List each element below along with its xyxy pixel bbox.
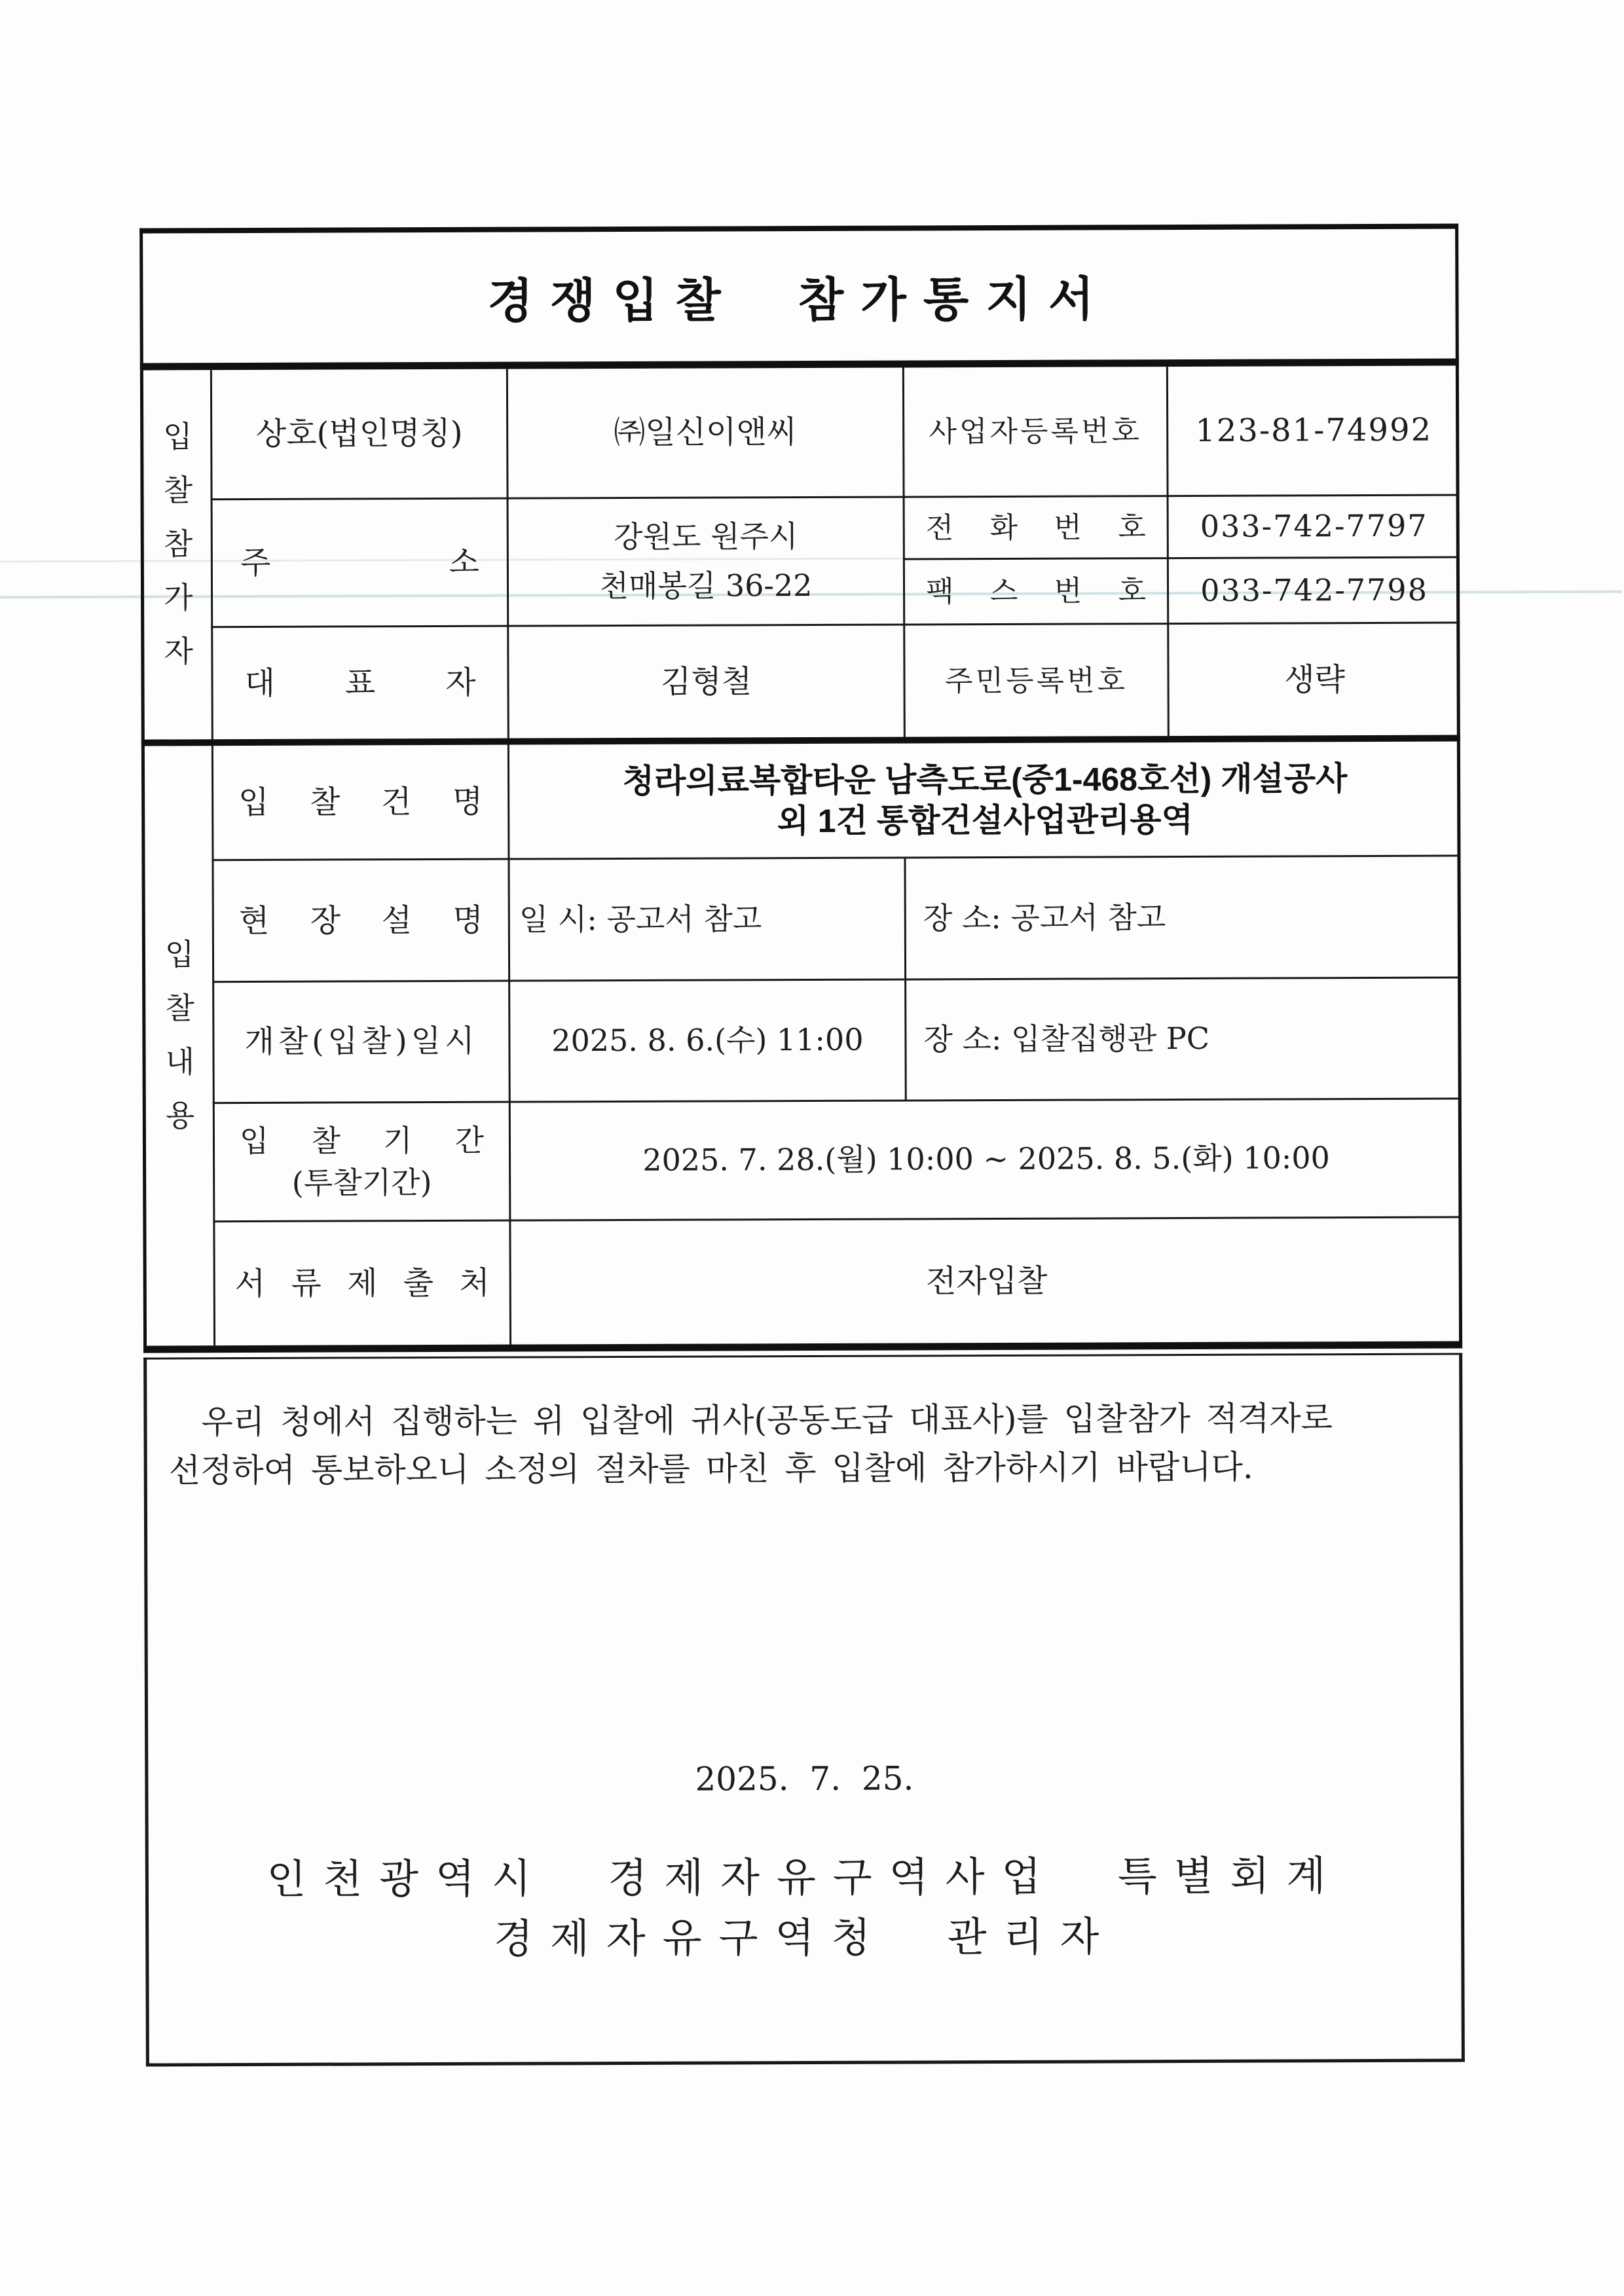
participant-section-label: 입찰참가자 [158, 420, 194, 689]
briefing-place-cell [906, 857, 1461, 979]
company-label-cell [212, 369, 507, 499]
subject-label: 입 찰 건 명 [238, 783, 483, 821]
address-label: 주 소 [240, 543, 479, 582]
submission-value-cell [511, 1218, 1462, 1345]
address-label-cell [213, 500, 507, 627]
bizno-value-cell [1168, 366, 1460, 496]
ceo-value: 김형철 [660, 663, 752, 701]
address-line2: 천매봉길 36-22 [599, 567, 813, 604]
issuer-org-line1: 인천광역시 경제자유구역사업 특별회계 [267, 1851, 1343, 1903]
company-value: ㈜일신이앤씨 [614, 414, 798, 452]
ceo-label-cell [213, 627, 507, 740]
fax-label: 팩 스 번 호 [925, 574, 1147, 609]
rrn-label: 주민등록번호 [944, 663, 1128, 698]
phone-value-cell [1169, 496, 1460, 558]
address-line1: 강원도 원주시 [614, 519, 798, 555]
subject-line2: 외 1건 통합건설사업관리용역 [777, 801, 1193, 839]
submission-value: 전자입찰 [925, 1262, 1048, 1300]
address-value-cell [509, 498, 904, 625]
briefing-label: 현 장 설 명 [238, 902, 483, 939]
submission-label-cell [215, 1222, 509, 1346]
briefing-datetime: 일 시: 공고서 참고 [519, 901, 762, 938]
briefing-label-cell [213, 860, 508, 981]
phone-label: 전 화 번 호 [925, 510, 1146, 545]
ceo-value-cell [509, 626, 904, 738]
subject-value-cell [509, 742, 1461, 858]
notice-box-top-border [143, 1353, 1462, 1360]
period-value: 2025. 7. 28.(월) 10:00 ~ 2025. 8. 5.(화) 10:00 [642, 1140, 1330, 1178]
period-value-cell [511, 1100, 1462, 1220]
bizno-label: 사업자등록번호 [929, 414, 1143, 448]
rrn-value-cell [1169, 624, 1460, 737]
company-value-cell [508, 368, 903, 498]
briefing-place: 장 소: 공고서 참고 [923, 899, 1166, 936]
submission-label: 서 류 제 출 처 [234, 1264, 490, 1303]
briefing-datetime-cell [509, 859, 904, 980]
subject-label-cell [213, 745, 508, 860]
opening-datetime: 2025. 8. 6.(수) 11:00 [551, 1021, 864, 1059]
opening-label-cell [214, 982, 509, 1102]
bizno-label-cell [904, 367, 1167, 496]
bizno-value: 123-81-74992 [1195, 411, 1433, 449]
document-title: 경쟁입찰 참가통지서 [487, 273, 1111, 328]
period-label-line2: (투찰기간) [291, 1165, 432, 1201]
opening-place-cell [906, 979, 1462, 1100]
phone-value: 033-742-7797 [1200, 507, 1428, 545]
company-label: 상호(법인명칭) [255, 414, 463, 452]
rrn-value: 생략 [1284, 661, 1345, 699]
ceo-label: 대 표 자 [244, 664, 476, 702]
fax-value: 033-742-7798 [1200, 572, 1429, 608]
notice-line2: 선정하여 통보하오니 소정의 절차를 마친 후 입찰에 참가하시기 바랍니다. [168, 1448, 1253, 1490]
fax-label-cell [905, 559, 1167, 623]
rrn-label-cell [905, 625, 1168, 737]
bid-section-cell [141, 746, 213, 1345]
opening-label: 개찰(입찰)일시 [244, 1023, 479, 1060]
subject-line1: 청라의료복합타운 남측도로(중1-468호선) 개설공사 [622, 759, 1348, 799]
period-label-cell [215, 1103, 509, 1221]
notice-box-bottom-border [146, 2059, 1465, 2067]
issue-date: 2025. 7. 25. [695, 1759, 914, 1798]
period-label-line1: 입 찰 기 간 [239, 1122, 485, 1159]
notice-paragraph [168, 1394, 1431, 1495]
notice-line1: 우리 청에서 집행하는 위 입찰에 귀사(공동도급 대표사)를 입찰참가 적격자로 [201, 1399, 1333, 1442]
participant-section-cell [140, 370, 212, 739]
opening-place: 장 소: 입찰집행관 PC [923, 1021, 1210, 1057]
opening-datetime-cell [510, 981, 905, 1101]
issuer-org-line2: 경제자유구역청 관리자 [493, 1912, 1116, 1963]
bid-section-label: 입찰내용 [160, 938, 196, 1154]
fax-value-cell [1169, 558, 1460, 623]
phone-label-cell [905, 497, 1167, 558]
